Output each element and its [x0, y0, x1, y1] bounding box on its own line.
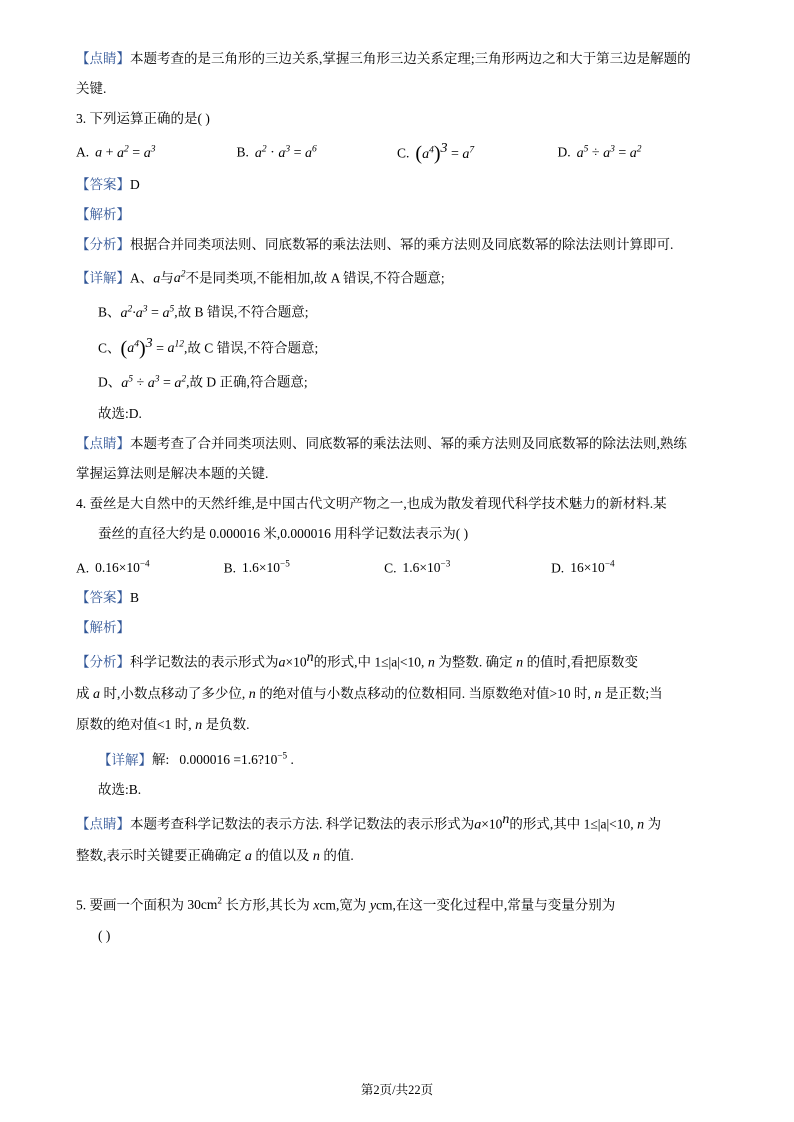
q4-dianjing-2: 整数,表示时关键要正确确定 a 的值以及 n 的值. [76, 847, 354, 864]
q4-jiexi-label: 【解析】 [76, 620, 130, 636]
q3-answer [76, 170, 718, 200]
q4-choice-a: A. $0.16\times 10^{-4}$ [76, 558, 150, 576]
q3-answer-value: D [130, 176, 140, 192]
answer-label: 【答案】 [76, 590, 130, 606]
dianjing-label: 【点睛】 [76, 816, 130, 832]
xiangjie-label: 【详解】 [98, 752, 152, 768]
dianjing-text-1: 本题考查的是三角形的三边关系,掌握三角形三边关系定理;三角形两边之和大于第三边是解题的 [130, 51, 691, 66]
q4-choice-c: C. $1.6\times 10^{-3}$ [384, 558, 451, 576]
q5-stem-2: ( ) [98, 928, 111, 944]
q4-guxuan: 故选:B. [98, 782, 142, 798]
q4-stem-2: 蚕丝的直径大约是 0.000016 米,0.000016 用科学记数法表示为( ) [98, 525, 469, 541]
q3-jiexi-label: 【解析】 [76, 206, 130, 222]
question-3 [76, 104, 718, 489]
xiangjie-label: 【详解】 [76, 270, 130, 286]
q3-fenxi-text: 根据合并同类项法则、同底数幂的乘法法则、幂的乘方法则及同底数幂的除法法则计算即可. [130, 236, 674, 252]
q3-guxuan: 故选:D. [98, 405, 142, 421]
q3-choices [76, 134, 718, 170]
q4-fenxi-1: 【分析】科学记数法的表示形式为$a\times 10^n$的形式,中 1≤|a|<10, n 为整数. 确定 n 的值时,看把原数变 [76, 650, 639, 671]
dianjing-label: 【点睛】 [76, 435, 130, 451]
q3-step-c: C、$(a^4)^3 = a^{12}$,故 C 错误,不符合题意; [98, 335, 319, 360]
dianjing-line-1 [76, 44, 718, 74]
dianjing-line-2: 关键. [76, 81, 107, 96]
q4-fenxi-2: 成 a 时,小数点移动了多少位, n 的绝对值与小数点移动的位数相同. 当原数绝对值>10 时, n 是正数;当 [76, 685, 663, 702]
q4-dianjing-1: 【点睛】本题考查科学记数法的表示方法. 科学记数法的表示形式为$a\times 10^n$的形式,其中 1≤|a|<10, n 为 [76, 812, 662, 833]
q4-choice-d: D. $16\times 10^{-4}$ [551, 558, 615, 576]
dianjing-block-q2 [76, 44, 718, 104]
question-5 [76, 886, 718, 952]
q5-stem-1: 5. 要画一个面积为 $30cm^2$ 长方形,其长为 xcm,宽为 ycm,在这一变化过程中,常量与变量分别为 [76, 895, 616, 914]
q3-step-d: D、$a^5 \div a^3 = a^2$,故 D 正确,符合题意; [98, 374, 308, 391]
fenxi-label: 【分析】 [76, 236, 130, 252]
q3-dianjing-1: 【点睛】本题考查了合并同类项法则、同底数幂的乘法法则、幂的乘方法则及同底数幂的除法法则,熟练 [76, 435, 687, 451]
q4-stem-1: 4. 蚕丝是大自然中的天然纤维,是中国古代文明产物之一,也成为散发着现代科学技术魅力的新材料.某 [76, 495, 667, 511]
q4-answer-value: B [130, 590, 140, 606]
q3-choice-b: B. $a^2 \cdot a^3 = a^6$ [236, 144, 317, 161]
q4-choices [76, 549, 718, 584]
page-footer: 第2页/共22页 [360, 1083, 434, 1097]
q3-xiangjie: 【详解】A、a与$a^2$不是同类项,不能相加,故 A 错误,不符合题意; [76, 269, 445, 287]
q3-choice-c: C. $(a^4)^3 = a^7$ [397, 141, 475, 165]
answer-label: 【答案】 [76, 176, 130, 192]
q4-xiangjie: 【详解】解: $0.000016 =1.6?10^{-5}$ . [98, 750, 294, 768]
q3-choice-a: A. $a + a^2 = a^3$ [76, 144, 156, 161]
q3-step-b: B、$a^2\cdot a^3 = a^5$,故 B 错误,不符合题意; [98, 304, 309, 321]
q3-dianjing-2: 掌握运算法则是解决本题的关键. [76, 465, 269, 481]
question-4 [76, 489, 718, 872]
q3-stem: 3. 下列运算正确的是( ) [76, 111, 210, 126]
dianjing-label: 【点睛】 [76, 51, 130, 66]
q4-answer [76, 583, 718, 613]
q4-choice-b: B. $1.6\times 10^{-5}$ [223, 558, 290, 576]
fenxi-label: 【分析】 [76, 654, 130, 670]
q3-choice-d: D. $a^5 \div a^3 = a^2$ [557, 144, 642, 161]
q4-fenxi-3: 原数的绝对值<1 时, n 是负数. [76, 716, 250, 733]
q3-fenxi [76, 230, 718, 260]
